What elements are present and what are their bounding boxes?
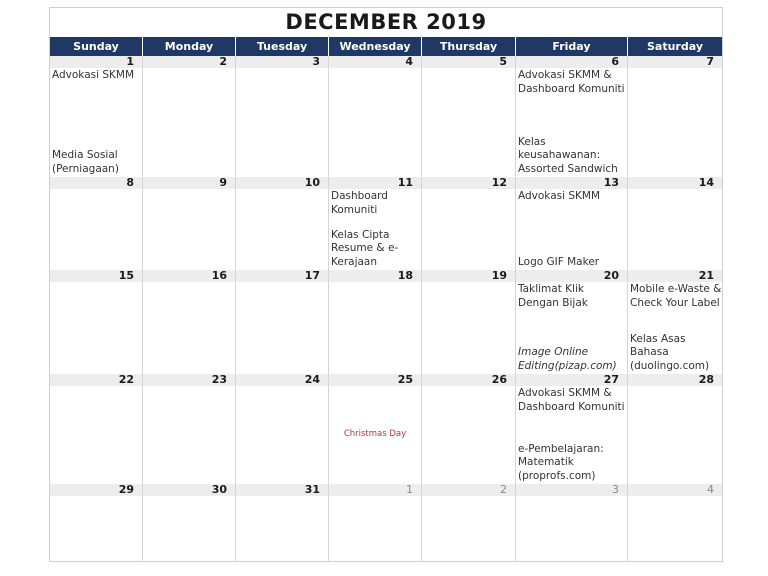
week-row xyxy=(50,56,722,177)
day-events xyxy=(329,189,421,270)
weekday-wednesday: Wednesday xyxy=(329,37,422,56)
event-text: Mobile e-Waste & Check Your Label xyxy=(630,283,722,309)
event-text: Advokasi SKMM & Dashboard Komuniti xyxy=(518,387,625,413)
holiday-label: Christmas Day xyxy=(343,429,407,440)
day-events xyxy=(143,386,235,484)
day-number: 30 xyxy=(143,484,235,496)
day-cell[interactable] xyxy=(329,177,422,270)
day-number: 2 xyxy=(143,56,235,68)
day-events xyxy=(516,496,627,562)
day-cell[interactable] xyxy=(422,56,516,177)
event-text: Kelas keusahawanan: Assorted Sandwich xyxy=(518,135,618,175)
event-text: Kelas Asas Bahasa (duolingo.com) xyxy=(630,332,710,372)
day-number: 3 xyxy=(516,484,627,496)
weekday-header xyxy=(50,37,722,56)
day-events xyxy=(143,68,235,177)
day-cell[interactable] xyxy=(236,484,329,562)
day-events xyxy=(50,189,142,270)
day-cell[interactable] xyxy=(50,484,143,562)
day-events xyxy=(143,496,235,562)
day-events xyxy=(628,496,722,562)
day-events xyxy=(143,282,235,374)
weekday-sunday: Sunday xyxy=(50,37,143,56)
day-events xyxy=(329,282,421,374)
event-text: Dashboard Komuniti xyxy=(331,190,388,216)
day-events xyxy=(329,496,421,562)
day-number: 12 xyxy=(422,177,515,189)
week-row xyxy=(50,177,722,270)
event-text: Logo GIF Maker xyxy=(518,255,600,268)
weekday-tuesday: Tuesday xyxy=(236,37,329,56)
day-cell[interactable] xyxy=(628,56,722,177)
day-events xyxy=(50,68,142,177)
day-number: 6 xyxy=(516,56,627,68)
day-cell[interactable] xyxy=(516,56,628,177)
day-events xyxy=(422,189,515,270)
day-events xyxy=(628,386,722,484)
day-cell[interactable] xyxy=(143,484,236,562)
day-cell[interactable] xyxy=(50,177,143,270)
day-events xyxy=(50,496,142,562)
day-events xyxy=(236,282,328,374)
day-number: 14 xyxy=(628,177,722,189)
day-cell[interactable] xyxy=(516,484,628,562)
day-events xyxy=(516,386,627,484)
calendar-title: DECEMBER 2019 xyxy=(285,10,487,34)
day-number: 10 xyxy=(236,177,328,189)
day-cell[interactable] xyxy=(516,177,628,270)
day-cell[interactable] xyxy=(628,484,722,562)
day-number: 18 xyxy=(329,270,421,282)
day-cell[interactable] xyxy=(628,374,722,484)
day-cell[interactable] xyxy=(329,484,422,562)
event-text: Advokasi SKMM & Dashboard Komuniti xyxy=(518,69,625,95)
day-number: 2 xyxy=(422,484,515,496)
day-number: 3 xyxy=(236,56,328,68)
day-number: 16 xyxy=(143,270,235,282)
day-events xyxy=(628,189,722,270)
day-cell[interactable] xyxy=(143,374,236,484)
day-number: 24 xyxy=(236,374,328,386)
day-cell[interactable] xyxy=(329,56,422,177)
day-events xyxy=(236,496,328,562)
day-number: 23 xyxy=(143,374,235,386)
day-number: 27 xyxy=(516,374,627,386)
day-number: 5 xyxy=(422,56,515,68)
day-cell[interactable] xyxy=(50,270,143,374)
day-events xyxy=(329,386,421,484)
day-number: 1 xyxy=(329,484,421,496)
calendar xyxy=(49,7,723,562)
weekday-friday: Friday xyxy=(516,37,628,56)
day-cell[interactable] xyxy=(628,270,722,374)
day-cell[interactable] xyxy=(329,270,422,374)
day-number: 17 xyxy=(236,270,328,282)
day-events xyxy=(628,282,722,374)
day-events xyxy=(143,189,235,270)
day-cell[interactable] xyxy=(516,374,628,484)
day-cell[interactable] xyxy=(422,270,516,374)
event-text: Media Sosial (Perniagaan) xyxy=(52,149,119,175)
day-events xyxy=(329,68,421,177)
day-number: 13 xyxy=(516,177,627,189)
day-number: 1 xyxy=(50,56,142,68)
day-number: 7 xyxy=(628,56,722,68)
day-events xyxy=(422,68,515,177)
day-cell[interactable] xyxy=(236,374,329,484)
day-cell[interactable] xyxy=(422,374,516,484)
day-cell[interactable] xyxy=(50,56,143,177)
day-cell[interactable] xyxy=(143,177,236,270)
day-events xyxy=(422,386,515,484)
day-number: 11 xyxy=(329,177,421,189)
day-number: 8 xyxy=(50,177,142,189)
day-cell[interactable] xyxy=(50,374,143,484)
day-cell[interactable] xyxy=(329,374,422,484)
event-text: Advokasi SKMM xyxy=(518,190,601,202)
day-number: 9 xyxy=(143,177,235,189)
day-cell[interactable] xyxy=(143,270,236,374)
day-events xyxy=(422,282,515,374)
day-cell[interactable] xyxy=(422,484,516,562)
day-events xyxy=(236,189,328,270)
event-text: Kelas Cipta Resume & e-Kerajaan xyxy=(331,228,399,268)
day-number: 29 xyxy=(50,484,142,496)
day-events xyxy=(628,68,722,177)
day-number: 4 xyxy=(329,56,421,68)
day-number: 31 xyxy=(236,484,328,496)
day-number: 25 xyxy=(329,374,421,386)
day-cell[interactable] xyxy=(516,270,628,374)
weekday-saturday: Saturday xyxy=(647,40,703,53)
day-cell[interactable] xyxy=(236,56,329,177)
day-number: 21 xyxy=(628,270,722,282)
weekday-monday: Monday xyxy=(143,37,236,56)
day-number: 4 xyxy=(628,484,722,496)
week-row xyxy=(50,270,722,374)
week-row xyxy=(50,374,722,484)
day-events xyxy=(516,68,627,177)
day-number: 15 xyxy=(50,270,142,282)
day-events xyxy=(422,496,515,562)
day-events xyxy=(516,282,627,374)
event-text: Image Online Editing(pizap.com) xyxy=(518,346,617,372)
day-events xyxy=(50,282,142,374)
day-cell[interactable] xyxy=(422,177,516,270)
day-events xyxy=(236,68,328,177)
day-number: 20 xyxy=(516,270,627,282)
day-cell[interactable] xyxy=(628,177,722,270)
day-events xyxy=(236,386,328,484)
weekday-thursday: Thursday xyxy=(422,37,516,56)
week-row xyxy=(50,484,722,562)
day-events xyxy=(516,189,627,270)
day-number: 22 xyxy=(50,374,142,386)
day-cell[interactable] xyxy=(143,56,236,177)
day-events xyxy=(50,386,142,484)
event-text: e-Pembelajaran: Matematik (proprofs.com) xyxy=(518,442,604,482)
event-text: Taklimat Klik Dengan Bijak xyxy=(518,283,588,309)
day-number: 28 xyxy=(628,374,722,386)
day-number: 26 xyxy=(422,374,515,386)
day-cell[interactable] xyxy=(236,270,329,374)
day-number: 19 xyxy=(422,270,515,282)
day-cell[interactable] xyxy=(236,177,329,270)
event-text: Advokasi SKMM xyxy=(52,69,135,81)
